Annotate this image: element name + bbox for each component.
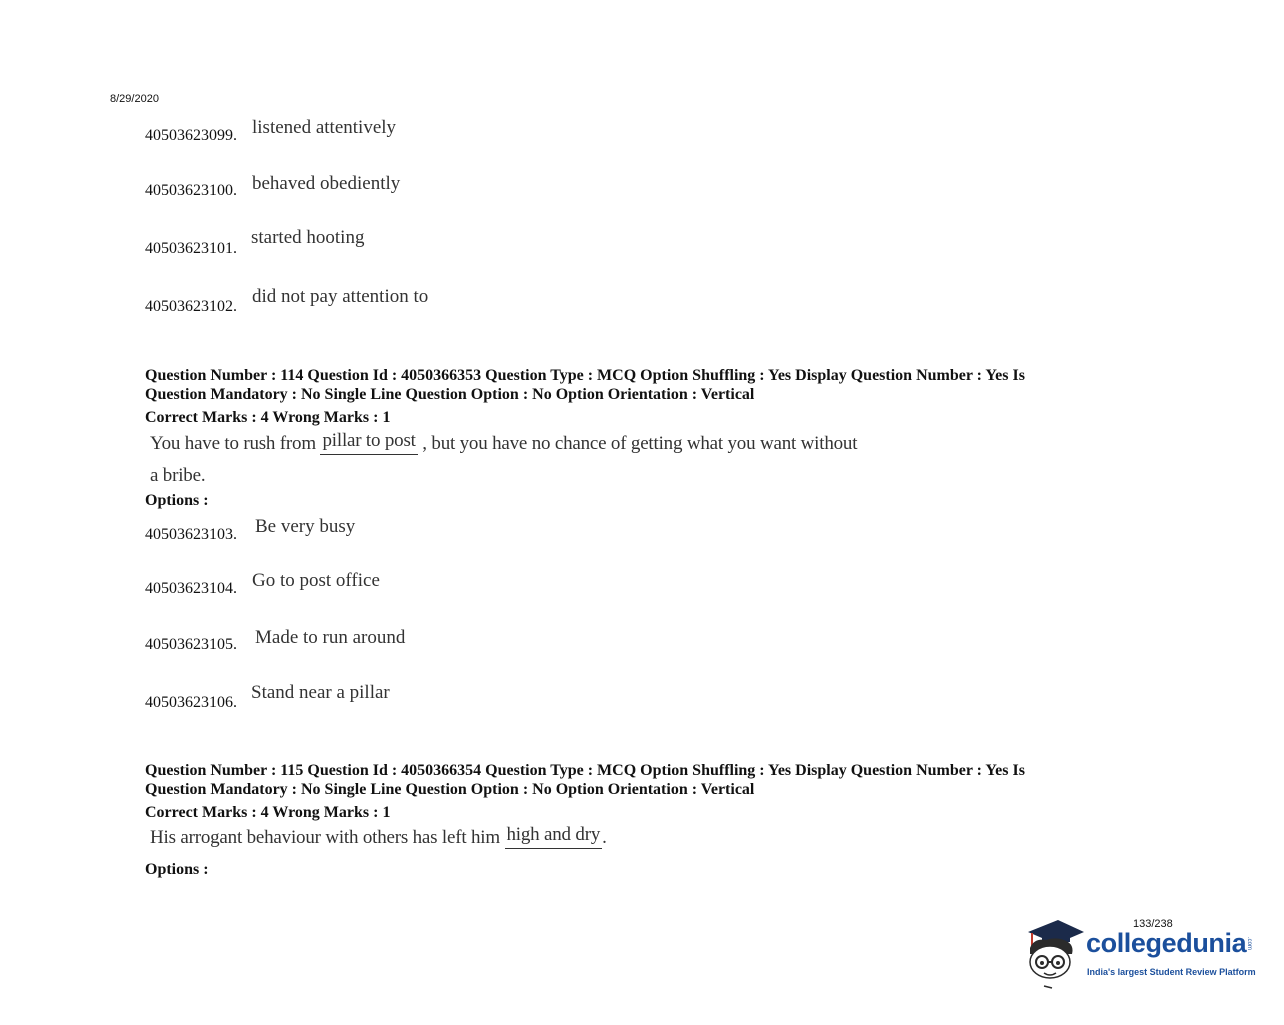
question-114-stem-line2: a bribe. [150, 465, 206, 486]
option-id: 40503623103. [145, 526, 237, 543]
option-text: started hooting [251, 227, 365, 248]
option-text: Go to post office [252, 570, 380, 591]
option-id: 40503623106. [145, 694, 237, 711]
stem-underlined-phrase: pillar to post [320, 430, 417, 455]
stem-text: . [602, 827, 607, 848]
question-115-marks: Correct Marks : 4 Wrong Marks : 1 [145, 804, 391, 821]
question-115-meta [145, 761, 1125, 799]
option-text: Be very busy [255, 516, 356, 537]
options-label: Options : [145, 861, 209, 878]
option-id: 40503623100. [145, 182, 237, 199]
question-meta-line: Question Number : 114 Question Id : 4050366353 Question Type : MCQ Option Shuffling : Yes Display Question Number : Yes Is [145, 367, 1025, 384]
option-text: Made to run around [255, 627, 406, 648]
option-id: 40503623102. [145, 298, 237, 315]
question-meta-line: Question Mandatory : No Single Line Question Option : No Option Orientation : Vertical [145, 781, 755, 798]
question-meta-line: Question Mandatory : No Single Line Question Option : No Option Orientation : Vertical [145, 386, 755, 403]
options-label: Options : [145, 492, 209, 509]
option-text: Stand near a pillar [251, 682, 390, 703]
question-115-stem [150, 824, 607, 852]
logo-wordmark: collegedunia [1086, 928, 1247, 958]
question-114-meta [145, 366, 1125, 404]
question-114-stem [150, 430, 858, 458]
page-number: 133/238 [1133, 918, 1173, 930]
stem-text: His arrogant behaviour with others has left him [150, 827, 500, 848]
option-text: listened attentively [252, 117, 397, 138]
option-text: did not pay attention to [252, 286, 429, 307]
stem-underlined-phrase: high and dry [505, 824, 603, 849]
option-text: behaved obediently [252, 173, 401, 194]
question-meta-line: Question Number : 115 Question Id : 4050366354 Question Type : MCQ Option Shuffling : Yes Display Question Number : Yes Is [145, 762, 1025, 779]
mascot-icon [1022, 918, 1086, 990]
option-id: 40503623104. [145, 580, 237, 597]
logo-suffix: .com [1246, 937, 1252, 951]
option-id: 40503623099. [145, 127, 237, 144]
print-date: 8/29/2020 [110, 93, 159, 105]
option-id: 40503623105. [145, 636, 237, 653]
collegedunia-logo [1022, 918, 1262, 990]
stem-text: You have to rush from [150, 433, 316, 454]
stem-text: , but you have no chance of getting what you want without [422, 433, 858, 454]
question-114-marks: Correct Marks : 4 Wrong Marks : 1 [145, 409, 391, 426]
option-id: 40503623101. [145, 240, 237, 257]
logo-tagline: India's largest Student Review Platform [1087, 967, 1256, 977]
